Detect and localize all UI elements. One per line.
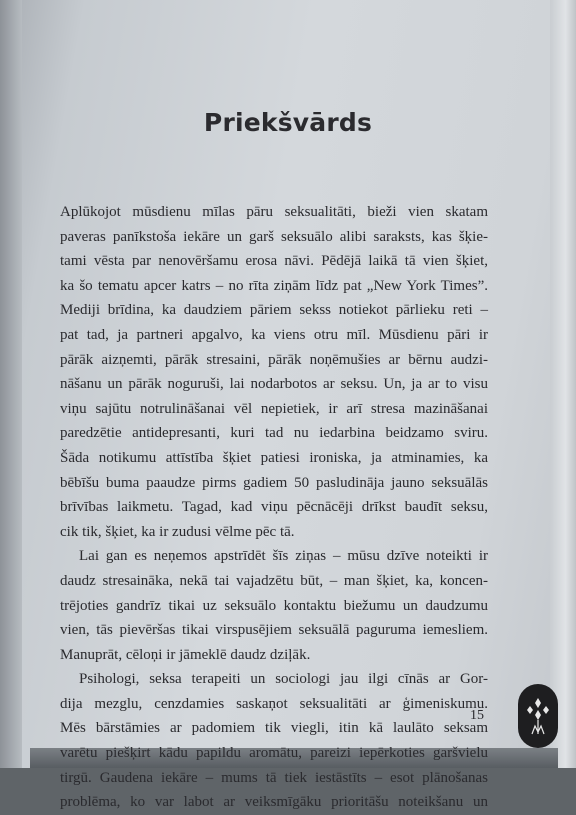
text-line: Šāda notikumu attīstība šķiet patiesi ironiska, ja atminamies, ka <box>60 449 488 466</box>
page-number: 15 <box>470 708 484 723</box>
text-line: tirgū. Gaudena iekāre – mums tā tiek iestāstīts – esot plānošanas <box>60 769 488 786</box>
text-line: pat tad, ja partneri apgalvo, ka viens otru mīl. Mūsdienu pāri ir <box>60 326 488 343</box>
text-line: ka šo tematu apcer katrs – no rīta ziņām līdz pat „New York Times”. <box>60 277 488 294</box>
text-line: dija mezglu, cenzdamies saskaņot seksualitāti ar ģimeniskumu. <box>60 695 488 712</box>
diamond-flower-icon <box>518 684 558 748</box>
text-line: trējoties gandrīz tikai uz seksuālo kontaktu biežumu un daudzumu <box>60 597 488 614</box>
chapter-heading: Priekšvārds <box>203 108 373 137</box>
text-line: Mediji brīdina, ka daudziem pāriem sekss notiekot pārlieku reti – <box>60 302 488 319</box>
text-line: Mēs bārstāmies ar padomiem tik viegli, itin kā laulāto seksam <box>60 720 488 737</box>
text-line: paredzētie antidepresanti, kuri tad nu iedarbina beidzamo sviru. <box>60 425 488 442</box>
text-line: tami vēsta par nenovēršamu erosa nāvi. Pēdējā laikā tā vien šķiet, <box>60 253 488 270</box>
text-line: brīvības laikmetu. Tagad, kad viņu pēcnācēji drīkst baudīt seksu, <box>60 499 488 516</box>
text-line: Psihologi, seksa terapeiti un sociologi jau ilgi cīnās ar Gor- <box>79 671 488 688</box>
text-line: bēbīšu buma paaudze pirms gadiem 50 pasludināja jauno seksuālās <box>60 474 488 491</box>
text-line: paveras panīkstoša iekāre un garš seksuālo alibi saraksts, kas šķie- <box>60 228 488 245</box>
text-line: Lai gan es neņemos apstrīdēt šīs ziņas – mūsu dzīve noteikti ir <box>79 548 488 565</box>
text-line: viņu sajūtu notrulināšanai vēl nepietiek, ir arī stresa mazināšanai <box>60 400 488 417</box>
text-line: Manuprāt, cēloņi ir jāmeklē daudz dziļāk. <box>60 646 311 663</box>
text-line: problēma, ko var labot ar veiksmīgāku prioritāšu noteikšanu un <box>60 794 488 811</box>
text-line: nāšanu un pārāk noguruši, lai nodarbotos ar seksu. Un, ja ar to visu <box>60 376 488 393</box>
text-line: cik tik, šķiet, ka ir zudusi vēlme pēc tā. <box>60 523 295 540</box>
text-line: pārāk aizņemti, pārāk stresaini, pārāk noņēmušies ar bērnu audzi- <box>60 351 488 368</box>
text-line: Aplūkojot mūsdienu mīlas pāru seksualitāti, bieži vien skatam <box>60 204 488 220</box>
text-line: vien, tās pievēršas tikai virspusējiem seksuālā paguruma iemesliem. <box>60 622 488 639</box>
watermark-logo <box>518 684 558 748</box>
text-line: daudz stresaināka, nekā tai vajadzētu būt, – man šķiet, ka, koncen- <box>60 572 488 589</box>
body-text <box>60 200 488 815</box>
text-line: varētu piešķirt kādu papildu aromātu, pareizi iepērkoties garšvielu <box>60 745 488 762</box>
